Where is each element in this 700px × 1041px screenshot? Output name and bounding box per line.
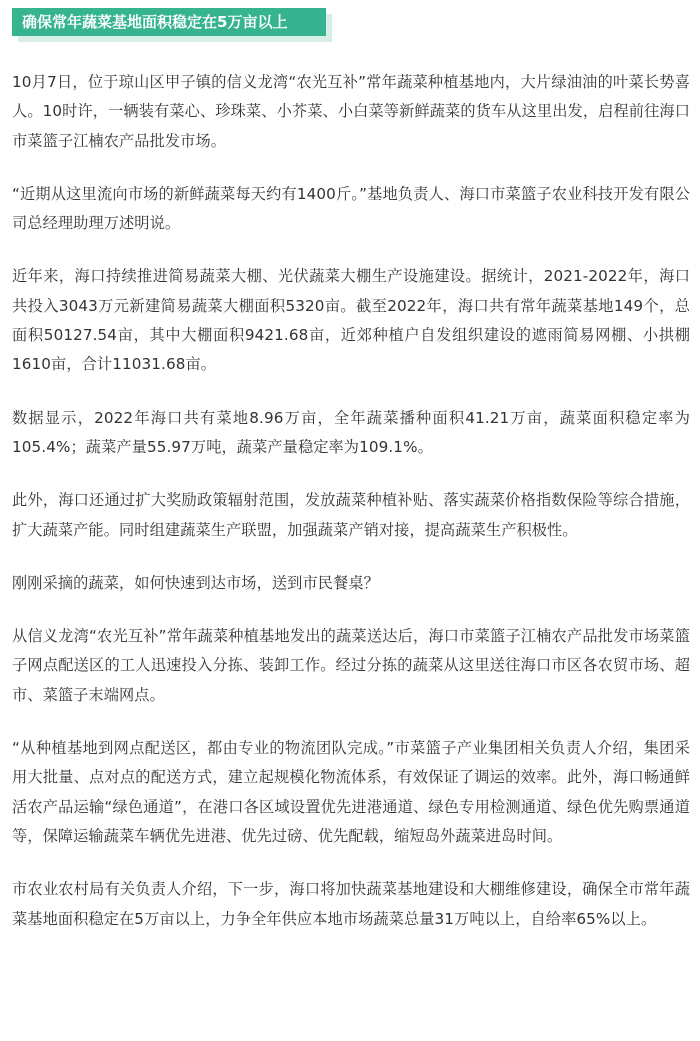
section-title: 确保常年蔬菜基地面积稳定在5万亩以上	[12, 8, 326, 36]
section-header	[12, 8, 332, 42]
paragraph-3: 近年来，海口持续推进简易蔬菜大棚、光伏蔬菜大棚生产设施建设。据统计，2021-2022年，海口共投入3043万元新建简易蔬菜大棚面积5320亩。截至2022年，海口共有常年蔬菜基地149个，总面积50127.54亩，其中大棚面积9421.68亩，近郊种植户自发组织建设的遮雨简易网棚、小拱棚1610亩，合计11031.68亩。	[12, 267, 690, 374]
paragraph-4: 数据显示，2022年海口共有菜地8.96万亩，全年蔬菜播种面积41.21万亩，蔬菜面积稳定率为105.4%；蔬菜产量55.97万吨，蔬菜产量稳定率为109.1%。	[12, 408, 690, 456]
paragraph-9: 市农业农村局有关负责人介绍，下一步，海口将加快蔬菜基地建设和大棚维修建设，确保全市常年蔬菜基地面积稳定在5万亩以上，力争全年供应本地市场蔬菜总量31万吨以上，自给率65%以上。	[12, 880, 690, 928]
paragraph-8: “从种植基地到网点配送区，都由专业的物流团队完成。”市菜篮子产业集团相关负责人介绍，集团采用大批量、点对点的配送方式，建立起规模化物流体系，有效保证了调运的效率。此外，海口畅通鲜活农产品运输“绿色通道”，在港口各区域设置优先进港通道、绿色专用检测通道、绿色优先购票通道等，保障运输蔬菜车辆优先进港、优先过磅、优先配载，缩短岛外蔬菜进岛时间。	[12, 739, 690, 845]
paragraph-1: 10月7日，位于琼山区甲子镇的信义龙湾“农光互补”常年蔬菜种植基地内，大片绿油油的叶菜长势喜人。10时许，一辆装有菜心、珍珠菜、小芥菜、小白菜等新鲜蔬菜的货车从这里出发，启程前往海口市菜篮子江楠农产品批发市场。	[12, 73, 690, 150]
article-body	[12, 68, 690, 958]
paragraph-7: 从信义龙湾“农光互补”常年蔬菜种植基地发出的蔬菜送达后，海口市菜篮子江楠农产品批发市场菜篮子网点配送区的工人迅速投入分拣、装卸工作。经过分拣的蔬菜从这里送往海口市区各农贸市场、超市、菜篮子末端网点。	[12, 627, 690, 704]
paragraph-5: 此外，海口还通过扩大奖励政策辐射范围，发放蔬菜种植补贴、落实蔬菜价格指数保险等综合措施，扩大蔬菜产能。同时组建蔬菜生产联盟，加强蔬菜产销对接，提高蔬菜生产积极性。	[12, 491, 690, 539]
paragraph-2: “近期从这里流向市场的新鲜蔬菜每天约有1400斤。”基地负责人、海口市菜篮子农业科技开发有限公司总经理助理万述明说。	[12, 184, 690, 233]
paragraph-6: 刚刚采摘的蔬菜，如何快速到达市场，送到市民餐桌？	[12, 573, 379, 592]
